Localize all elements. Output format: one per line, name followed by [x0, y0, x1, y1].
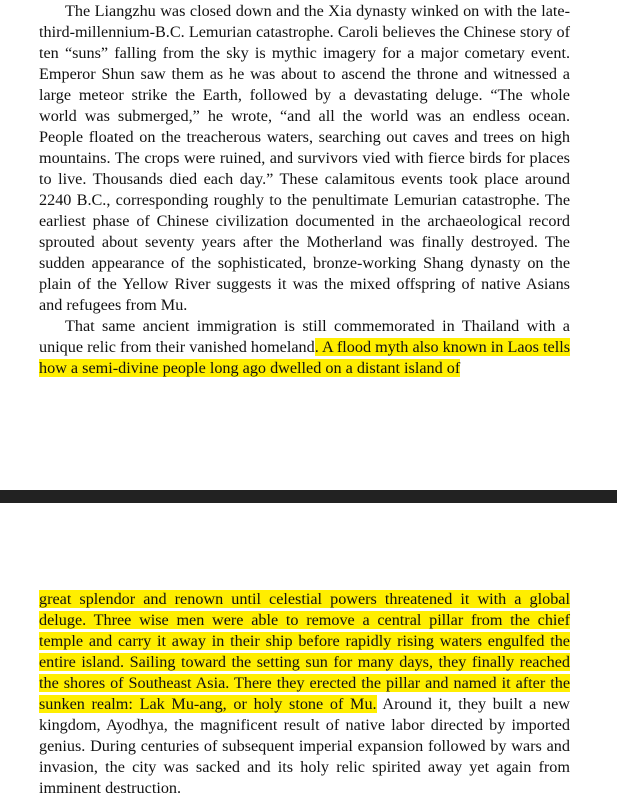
- page-top: [39, 1, 570, 379]
- paragraph-thailand-text: That same ancient immigration is still commemorated in Thailand with a unique relic from their vanished homeland: [39, 317, 570, 356]
- paragraph-continuation: [39, 589, 570, 799]
- paragraph-continuation-text: Around it, they built a new kingdom, Ayodhya, the magnificent result of native labor directed by imported genius. During centuries of subsequent imperial expansion followed by wars and invasion, the city was sacked and its holy relic spirited away yet again from imminent destruction.: [39, 695, 570, 797]
- paragraph-thailand: [39, 316, 570, 379]
- highlighted-text-lak-mu-ang: great splendor and renown until celestial powers threatened it with a global deluge. Three wise men were able to remove a central pillar from the chief temple and carry it away in their ship before rapidly rising waters engulfed the entire island. Sailing toward the setting sun for many days, they finally reached the shores of Southeast Asia. There they erected the pillar and named it after the sunken realm: Lak Mu-ang, or holy stone of Mu.: [39, 590, 570, 713]
- paragraph-liangzhu: The Liangzhu was closed down and the Xia dynasty winked on with the late-third-millennium-B.C. Lemurian catastrophe. Caroli believes the Chinese story of ten “suns” falling from the sky is mythic imagery for a major cometary event. Emperor Shun saw them as he was about to ascend the throne and witnessed a large meteor strike the Earth, followed by a devastating deluge. “The whole world was submerged,” he wrote, “and all the world was an endless ocean. People floated on the treacherous waters, searching out caves and trees on high mountains. The crops were ruined, and survivors vied with fierce birds for places to live. Thousands died each day.” These calamitous events took place around 2240 B.C., corresponding roughly to the penultimate Lemurian catastrophe. The earliest phase of Chinese civilization documented in the archaeological record sprouted about seventy years after the Motherland was finally destroyed. The sudden appearance of the sophisticated, bronze-working Shang dynasty on the plain of the Yellow River suggests it was the mixed offspring of native Asians and refugees from Mu.: [39, 2, 570, 314]
- page-divider: [0, 490, 617, 503]
- page-bottom: [39, 589, 570, 799]
- highlighted-text-flood-myth: . A flood myth also known in Laos tells how a semi-divine people long ago dwelled on a distant island of: [39, 338, 570, 377]
